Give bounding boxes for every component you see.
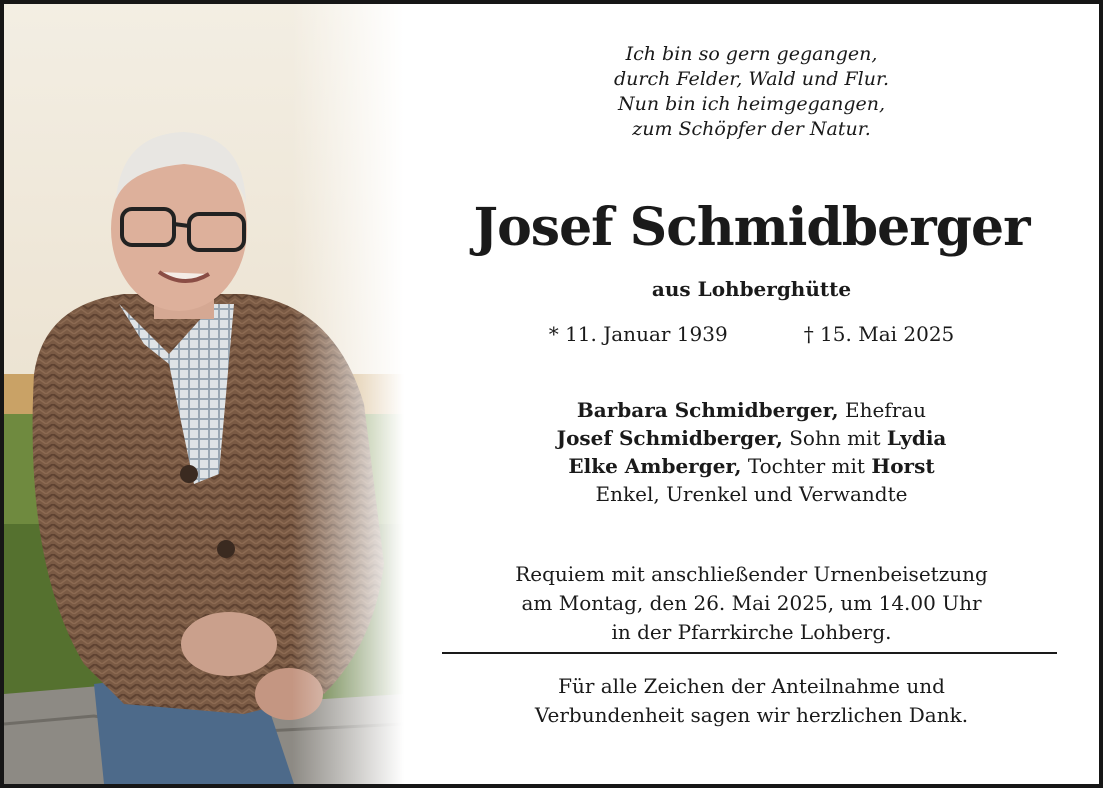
portrait-photo-image (4, 4, 404, 784)
mourner-partner: Lydia (886, 426, 947, 450)
death-date: † 15. Mai 2025 (803, 322, 955, 346)
notice-text-area (404, 4, 1099, 784)
birth-date: * 11. Januar 1939 (548, 322, 728, 346)
requiem-line: Requiem mit anschließender Urnenbeisetzung (515, 562, 988, 586)
memorial-poem (404, 42, 1099, 142)
mourner-name: Barbara Schmidberger, (576, 398, 839, 422)
mourner-name: Elke Amberger, (568, 454, 742, 478)
requiem-line: in der Pfarrkirche Lohberg. (611, 620, 892, 644)
thanks-line: Verbundenheit sagen wir herzlichen Dank. (534, 703, 969, 727)
mourners-list (404, 396, 1099, 508)
poem-line: durch Felder, Wald und Flur. (613, 68, 890, 90)
poem-line: zum Schöpfer der Natur. (632, 118, 871, 140)
thanks-line: Für alle Zeichen der Anteilnahme und (558, 674, 945, 698)
thanks-note (404, 672, 1099, 730)
mourner-line (404, 480, 1099, 508)
requiem-line: am Montag, den 26. Mai 2025, um 14.00 Uhr (521, 591, 982, 615)
mourner-name: Josef Schmidberger, (556, 426, 783, 450)
mourner-relation: Tochter mit (741, 454, 872, 478)
poem-line: Ich bin so gern gegangen, (625, 43, 878, 65)
mourner-line (404, 452, 1099, 480)
life-dates (404, 320, 1099, 348)
divider-line (442, 652, 1057, 654)
mourner-relation: Ehefrau (838, 398, 927, 422)
portrait-photo (4, 4, 404, 784)
mourner-line (404, 396, 1099, 424)
deceased-name: Josef Schmidberger (473, 197, 1030, 258)
mourner-relation: Sohn mit (782, 426, 887, 450)
mourner-line (404, 424, 1099, 452)
requiem-info (404, 560, 1099, 647)
mourner-partner: Horst (871, 454, 935, 478)
mourner-relation: Enkel, Urenkel und Verwandte (595, 482, 908, 506)
poem-line: Nun bin ich heimgegangen, (617, 93, 886, 115)
deceased-origin: aus Lohberghütte (651, 277, 852, 301)
